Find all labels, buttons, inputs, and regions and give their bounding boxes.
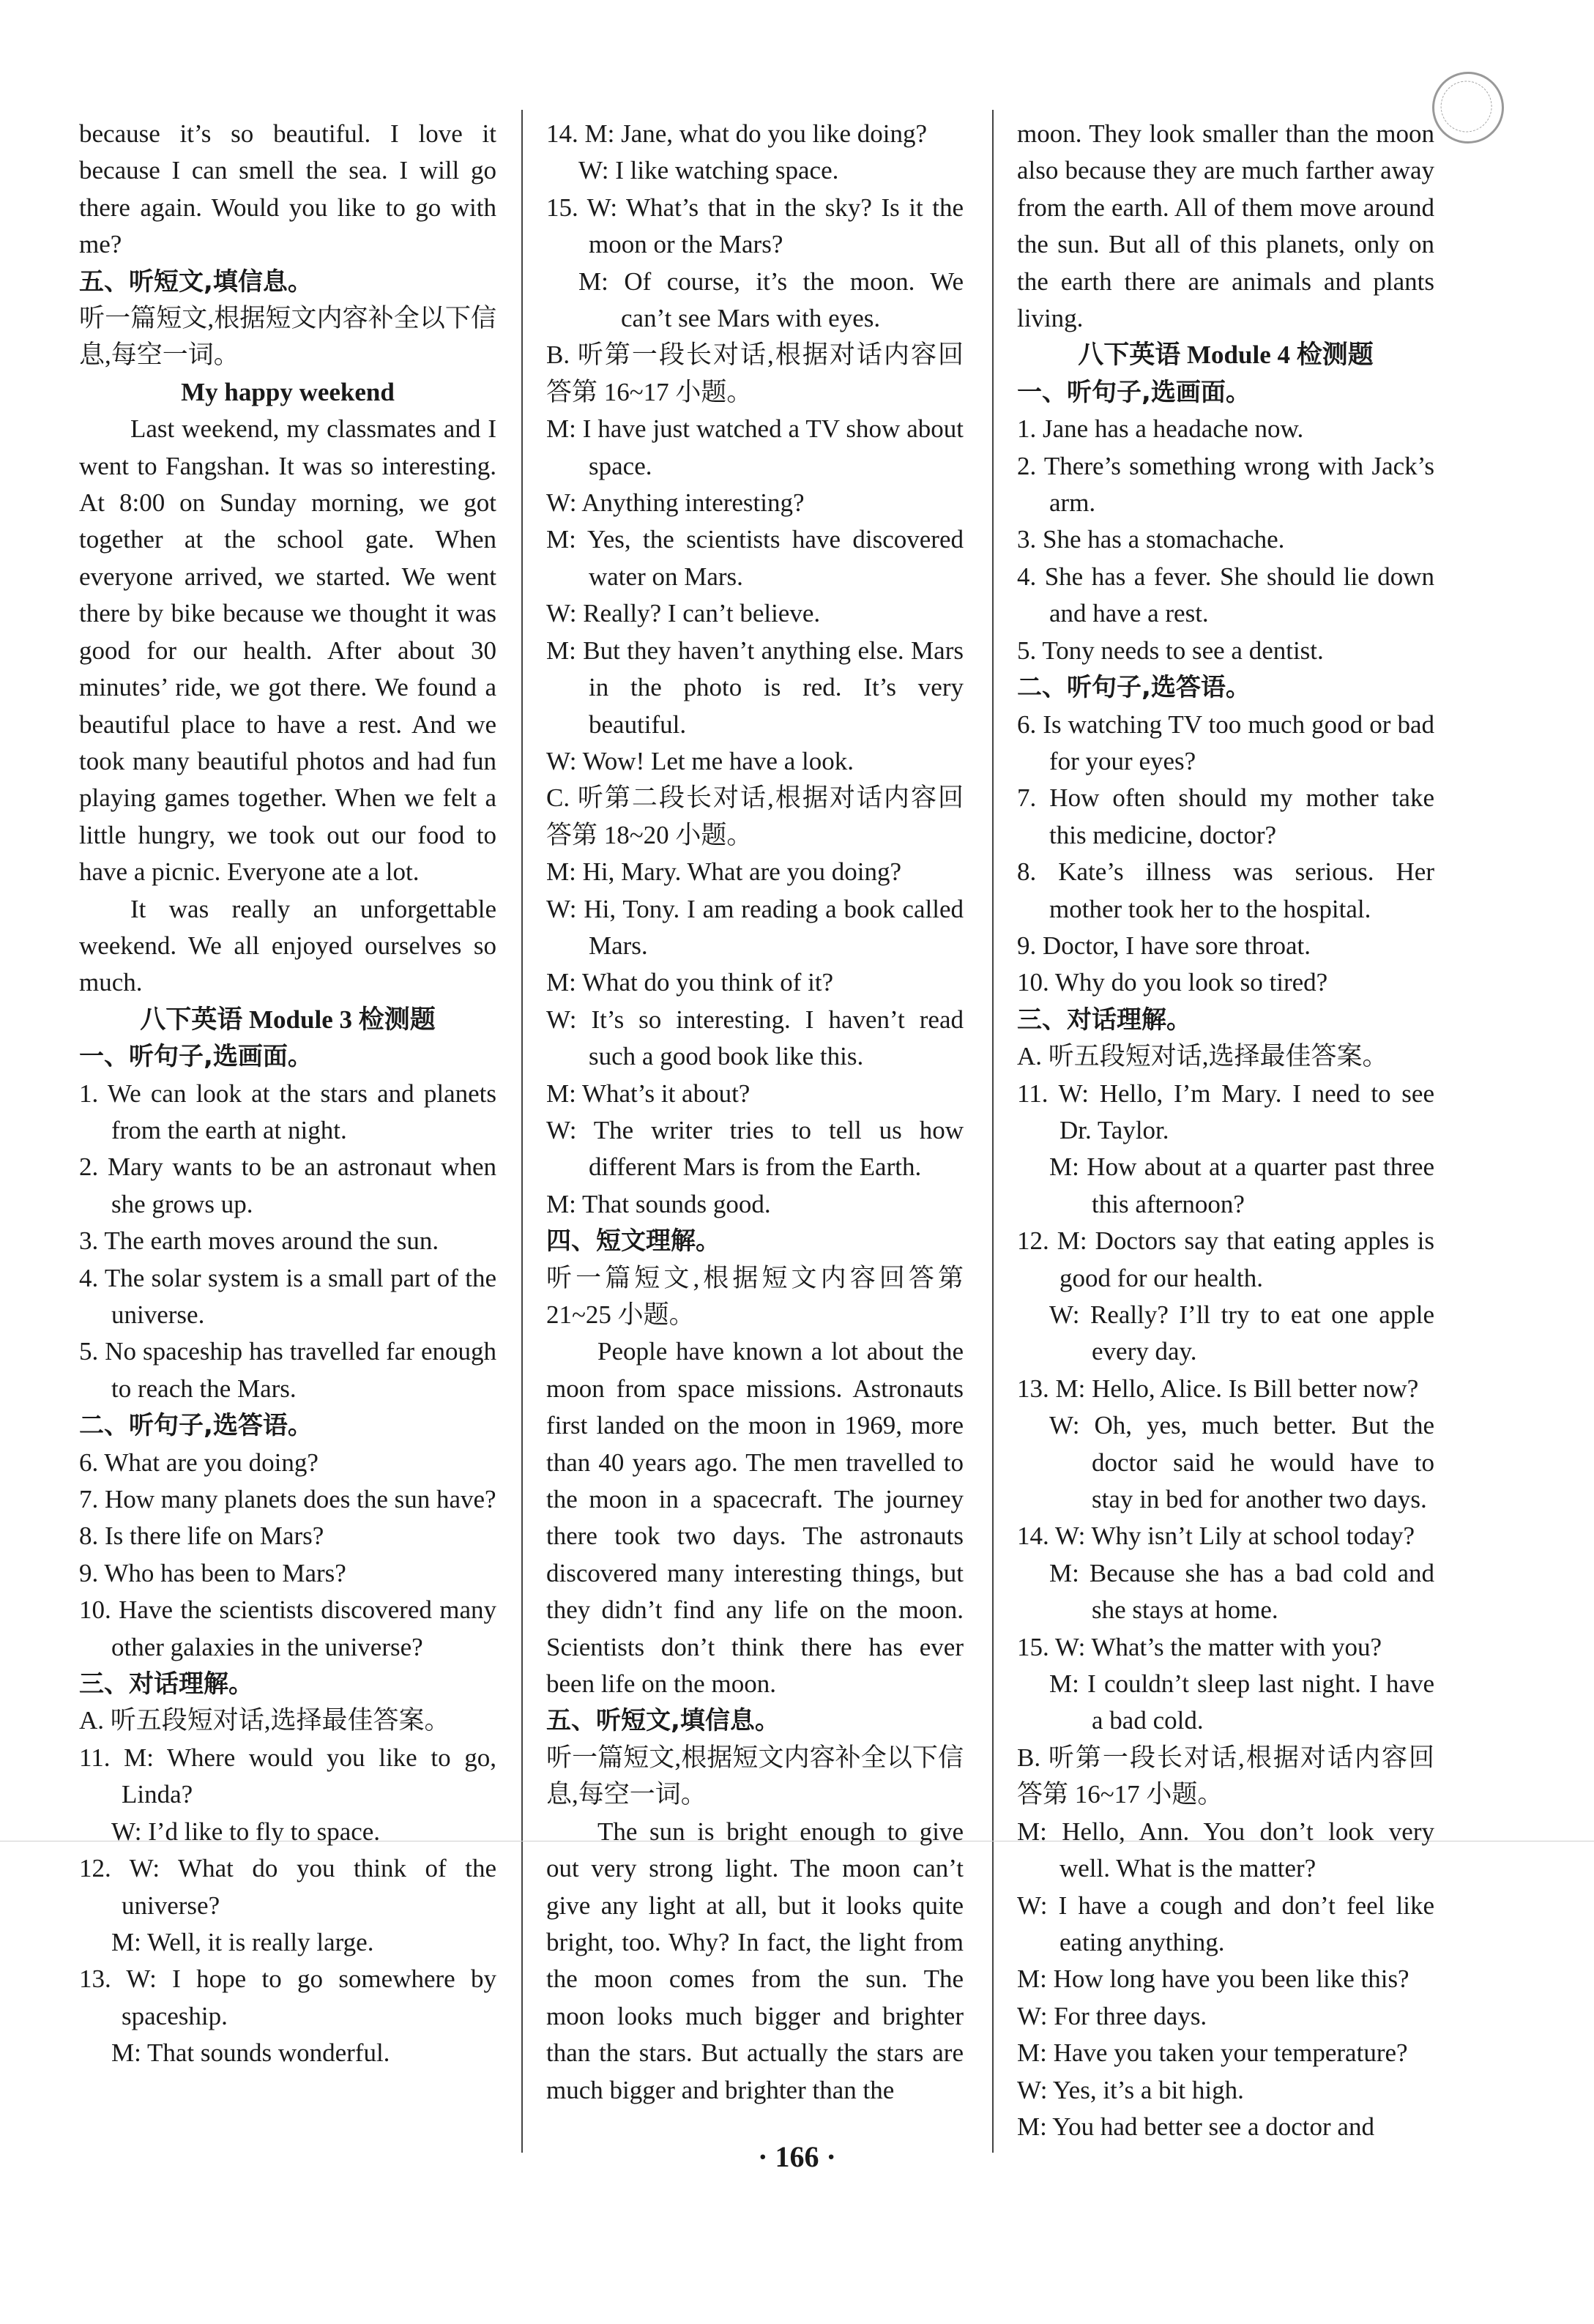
text-line: M: That sounds good. [546,1189,771,1218]
text-line: M: Of course, it’s the moon. We can’t see Mars with eyes. [578,267,964,333]
text-line: The sun is bright enough to give out very strong light. The moon can’t give any light at all, but it looks quite bright, too. Why? In fact, the light from the moon comes from the sun. The moon looks much bigger and brighter than the stars. But actually the stars are much bigger and brighter than the [546,1817,964,2104]
section-heading: 五、听短文,填信息。 [79,267,313,297]
text-line: 9. Who has been to Mars? [79,1558,346,1587]
text-line: M: How about at a quarter past three this afternoon? [1049,1152,1434,1218]
column-divider [521,110,523,2153]
text-line: M: What do you think of it? [546,968,834,997]
text-line: because it’s so beautiful. I love it because I can smell the sea. I will go there again. Would you like to go with me? [79,119,496,259]
text-line: M: You had better see a doctor and [1017,2112,1374,2141]
text-line: 10. Why do you look so tired? [1017,968,1328,997]
column-right [1017,116,1434,2145]
text-line: A. 听五段短对话,选择最佳答案。 [1017,1042,1388,1071]
text-line: 2. Mary wants to be an astronaut when she grows up. [79,1152,496,1218]
section-title: 八下英语 Module 4 检测题 [1078,340,1374,370]
text-line: W: Really? I’ll try to eat one apple every day. [1049,1300,1434,1366]
text-line: M: I have just watched a TV show about space. [546,414,964,480]
text-line: M: Have you taken your temperature? [1017,2038,1408,2068]
text-line: 9. Doctor, I have sore throat. [1017,931,1311,960]
text-line: 3. The earth moves around the sun. [79,1226,439,1256]
text-line: 14. W: Why isn’t Lily at school today? [1017,1522,1415,1551]
section-heading: 三、对话理解。 [1017,1005,1191,1035]
text-line: 1. We can look at the stars and planets from the earth at night. [79,1079,496,1144]
text-line: 15. W: What’s the matter with you? [1017,1632,1382,1661]
text-line: W: Hi, Tony. I am reading a book called Mars. [546,894,964,960]
text-line: 听一篇短文,根据短文内容补全以下信息,每空一词。 [546,1743,964,1809]
text-line: It was really an unforgettable weekend. We all enjoyed ourselves so much. [79,894,496,997]
section-heading: 二、听句子,选答语。 [1017,673,1251,703]
text-line: A. 听五段短对话,选择最佳答案。 [79,1706,450,1735]
text-line: 15. W: What’s that in the sky? Is it the moon or the Mars? [546,193,964,259]
text-line: W: It’s so interesting. I haven’t read such a good book like this. [546,1005,964,1071]
text-line: W: Wow! Let me have a look. [546,746,854,775]
column-left [79,116,496,2072]
section-heading: 一、听句子,选画面。 [79,1042,313,1072]
text-line: M: I couldn’t sleep last night. I have a bad cold. [1049,1669,1434,1735]
text-line: M: How long have you been like this? [1017,1964,1409,1994]
text-line: M: But they haven’t anything else. Mars in the photo is red. It’s very beautiful. [546,636,964,739]
text-line: M: Hi, Mary. What are you doing? [546,857,902,887]
text-line: 听一篇短文,根据短文内容补全以下信息,每空一词。 [79,304,496,370]
text-line: 4. She has a fever. She should lie down and have a rest. [1017,562,1434,628]
section-heading: 三、对话理解。 [79,1669,253,1699]
section-title: My happy weekend [181,377,395,406]
text-line: M: That sounds wonderful. [111,2038,390,2068]
section-heading: 二、听句子,选答语。 [79,1411,313,1441]
text-line: B. 听第一段长对话,根据对话内容回答第 16~17 小题。 [1017,1743,1434,1809]
text-line: W: For three days. [1017,2001,1207,2030]
text-line: W: Really? I can’t believe. [546,599,821,628]
section-title: 八下英语 Module 3 检测题 [140,1005,436,1034]
text-line: 12. W: What do you think of the universe? [79,1854,496,1920]
text-line: 3. She has a stomachache. [1017,525,1285,554]
page-number: · 166 · [758,2140,836,2173]
text-line: 13. W: I hope to go somewhere by spaceship. [79,1964,496,2030]
text-line: 10. Have the scientists discovered many other galaxies in the universe? [79,1595,496,1661]
text-line: 12. M: Doctors say that eating apples is good for our health. [1017,1226,1434,1292]
text-line: W: I’d like to fly to space. [111,1817,381,1846]
text-line: W: Yes, it’s a bit high. [1017,2075,1244,2104]
text-line: People have known a lot about the moon from space missions. Astronauts first landed on the moon in 1969, more than 40 years ago. The men travelled to the moon in a spacecraft. The journey there took two days. The astronauts discovered many interesting things, but they didn’t find any life on the moon. Scientists don’t think there has ever been life on the moon. [546,1337,964,1699]
text-line: 11. M: Where would you like to go, Linda? [79,1743,496,1809]
text-line: 4. The solar system is a small part of the universe. [79,1263,496,1329]
text-line: B. 听第一段长对话,根据对话内容回答第 16~17 小题。 [546,340,964,406]
text-line: 听一篇短文,根据短文内容回答第 21~25 小题。 [546,1263,964,1329]
text-line: W: Oh, yes, much better. But the doctor said he would have to stay in bed for another two days. [1049,1411,1434,1514]
text-line: 5. No spaceship has travelled far enough to reach the Mars. [79,1337,496,1403]
text-line: W: Anything interesting? [546,488,805,518]
text-line: 11. W: Hello, I’m Mary. I need to see Dr. Taylor. [1017,1079,1434,1144]
text-line: 14. M: Jane, what do you like doing? [546,119,928,148]
text-line: 6. Is watching TV too much good or bad for your eyes? [1017,710,1434,775]
text-line: 8. Kate’s illness was serious. Her mother took her to the hospital. [1017,857,1434,923]
section-heading: 一、听句子,选画面。 [1017,377,1251,407]
text-line: 7. How many planets does the sun have? [79,1485,496,1514]
text-line: C. 听第二段长对话,根据对话内容回答第 18~20 小题。 [546,783,964,849]
text-line: W: I like watching space. [578,156,839,185]
text-line: Last weekend, my classmates and I went to Fangshan. It was so interesting. At 8:00 on Sunday morning, we got together at the school gate. When everyone arrived, we started. We went there by bike because we thought it was good for our health. After about 30 minutes’ ride, we got there. We found a beautiful place to have a rest. And we took many beautiful photos and had fun playing games together. When we felt a little hungry, we took out our food to have a picnic. Everyone ate a lot. [79,414,496,887]
text-line: M: Yes, the scientists have discovered water on Mars. [546,525,964,591]
corner-stamp-icon [1426,65,1511,150]
text-line: 1. Jane has a headache now. [1017,414,1304,444]
text-line: 8. Is there life on Mars? [79,1522,324,1551]
text-line: W: I have a cough and don’t feel like eating anything. [1017,1891,1434,1956]
text-line: M: Well, it is really large. [111,1927,374,1956]
text-line: M: Because she has a bad cold and she stays at home. [1049,1558,1434,1625]
text-line: 13. M: Hello, Alice. Is Bill better now? [1017,1374,1419,1403]
text-line: 2. There’s something wrong with Jack’s arm. [1017,451,1434,518]
text-line: moon. They look smaller than the moon also because they are much farther away from the earth. All of them move around the sun. But all of this planets, only on the earth there are animals and plants living. [1017,119,1434,333]
section-heading: 五、听短文,填信息。 [546,1706,780,1736]
section-heading: 四、短文理解。 [546,1226,720,1256]
column-divider [992,110,994,2153]
text-line: M: What’s it about? [546,1079,751,1108]
text-line: 5. Tony needs to see a dentist. [1017,636,1324,665]
text-line: 7. How often should my mother take this medicine, doctor? [1017,783,1434,849]
text-line: M: Hello, Ann. You don’t look very well. What is the matter? [1017,1817,1434,1883]
text-line: W: The writer tries to tell us how different Mars is from the Earth. [546,1115,964,1182]
column-middle [546,116,964,2109]
text-line: 6. What are you doing? [79,1448,319,1477]
